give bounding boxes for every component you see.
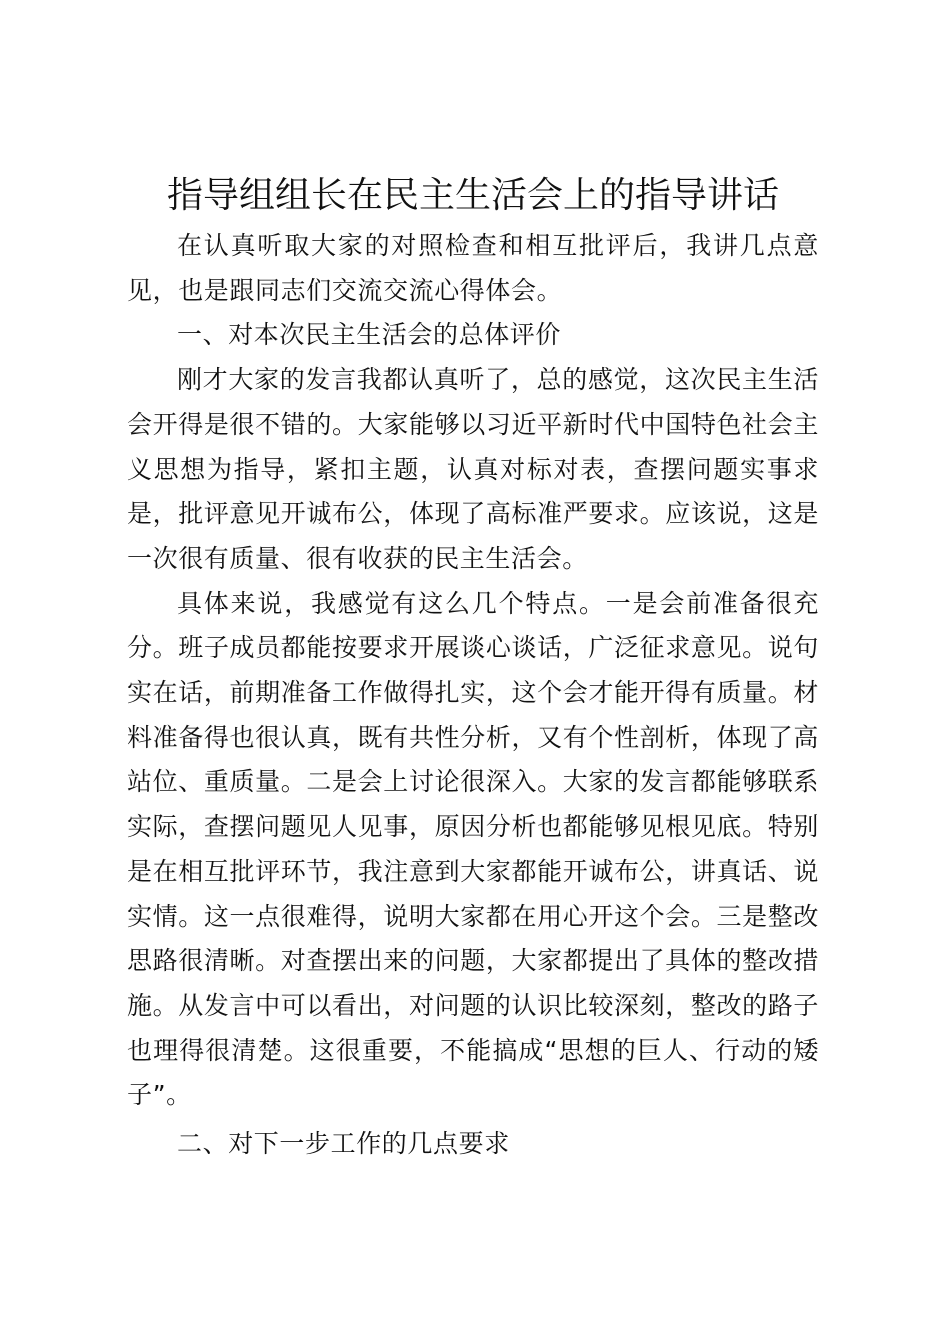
section-1-heading: 一、对本次民主生活会的总体评价 (177, 320, 562, 350)
section-1-paragraph-2: 具体来说，我感觉有这么几个特点。一是会前准备很充分。班子成员都能按要求开展谈心谈话，广泛征求意见。说句实在话，前期准备工作做得扎实，这个会才能开得有质量。材料准备得也很认真，既有共性分析，又有个性剖析，体现了高站位、重质量。二是会上讨论很深入。大家的发言都能够联系实际，查摆问题见人见事，原因分析也都能够见根见底。特别是在相互批评环节，我注意到大家都能开诚布公，讲真话、说实情。这一点很难得，说明大家都在用心开这个会。三是整改思路很清晰。对查摆出来的问题，大家都提出了具体的整改措施。从发言中可以看出，对问题的认识比较深刻，整改的路子也理得很清楚。这很重要，不能搞成“思想的巨人、行动的矮子”。 (127, 588, 819, 1110)
document-page (127, 168, 819, 1167)
intro-paragraph: 在认真听取大家的对照检查和相互批评后，我讲几点意见，也是跟同志们交流交流心得体会。 (127, 231, 819, 305)
document-title: 指导组组长在民主生活会上的指导讲话 (166, 175, 779, 216)
section-2-heading: 二、对下一步工作的几点要求 (177, 1129, 510, 1159)
section-1-paragraph-1: 刚才大家的发言我都认真听了，总的感觉，这次民主生活会开得是很不错的。大家能够以习近平新时代中国特色社会主义思想为指导，紧扣主题，认真对标对表，查摆问题实事求是，批评意见开诚布公，体现了高标准严要求。应该说，这是一次很有质量、很有收获的民主生活会。 (127, 365, 819, 573)
